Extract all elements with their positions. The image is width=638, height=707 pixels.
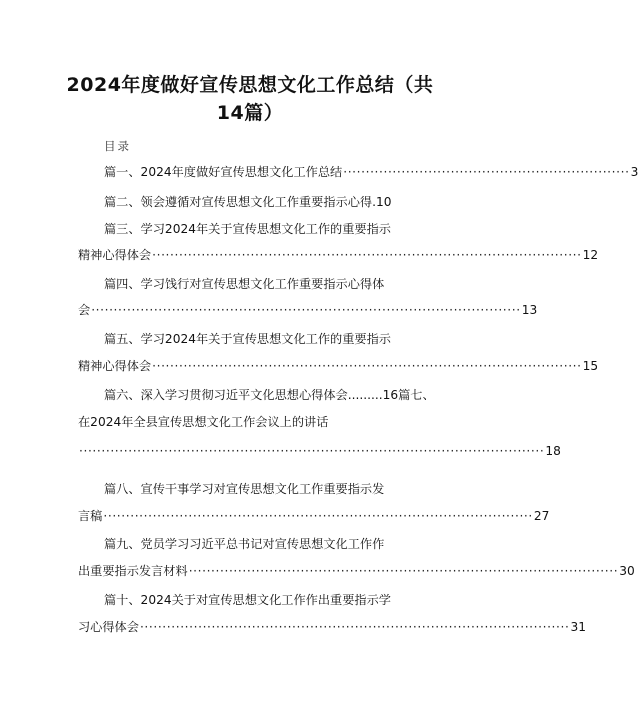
- dot-leader: ································································································: [152, 248, 582, 262]
- toc-page-number: 3: [630, 165, 638, 179]
- title-line-1: 2024年度做好宣传思想文化工作总结（共: [66, 74, 434, 96]
- toc-entry-8-line-2[interactable]: [78, 507, 550, 525]
- toc-entry-8-line-1[interactable]: 篇八、宣传干事学习对宣传思想文化工作重要指示发: [104, 482, 385, 496]
- dot-leader: ································································································: [91, 303, 521, 317]
- title-line-2: 14篇）: [216, 102, 284, 124]
- dot-leader: ································································: [343, 165, 630, 179]
- dot-leader: ································································································: [188, 564, 619, 578]
- toc-entry-10-line-2[interactable]: [78, 618, 586, 636]
- toc-entry-3-line-1[interactable]: 篇三、学习2024年关于宣传思想文化工作的重要指示: [104, 222, 391, 236]
- dot-leader: ································································································: [103, 509, 533, 523]
- toc-entry-label: 精神心得体会: [78, 359, 152, 373]
- toc-entry-label: 精神心得体会: [78, 248, 152, 262]
- toc-page-number: 27: [533, 509, 550, 523]
- toc-page-number: 18: [545, 444, 561, 458]
- toc-page-number: 31: [570, 620, 586, 634]
- toc-entry-5-line-2[interactable]: [78, 357, 599, 375]
- toc-entry-2[interactable]: 篇二、领会遵循对宣传思想文化工作重要指示心得.10: [104, 195, 392, 209]
- toc-entry-1[interactable]: [104, 163, 638, 181]
- toc-entry-3-line-2[interactable]: [78, 246, 599, 264]
- toc-entry-label: 习心得体会: [78, 620, 139, 634]
- toc-entry-label: 出重要指示发言材料: [78, 564, 188, 578]
- toc-entry-9-line-1[interactable]: 篇九、党员学习习近平总书记对宣传思想文化工作作: [104, 537, 385, 551]
- toc-page-number: 15: [582, 359, 599, 373]
- toc-page-number: 30: [619, 564, 635, 578]
- toc-entry-10-line-1[interactable]: 篇十、2024关于对宣传思想文化工作作出重要指示学: [104, 593, 391, 607]
- toc-entry-5-line-1[interactable]: 篇五、学习2024年关于宣传思想文化工作的重要指示: [104, 332, 391, 346]
- toc-entry-label: 会: [78, 303, 91, 317]
- toc-heading: 目录: [104, 139, 131, 153]
- toc-entry-4-line-1[interactable]: 篇四、学习饯行对宣传思想文化工作重要指示心得体: [104, 277, 385, 291]
- dot-leader: ································································································: [139, 620, 570, 634]
- toc-page-number: 12: [582, 248, 599, 262]
- toc-page-number: 13: [521, 303, 538, 317]
- dot-leader: ········································································································: [79, 444, 545, 458]
- toc-entry-7-line-3[interactable]: [78, 442, 561, 460]
- dot-leader: ································································································: [152, 359, 582, 373]
- toc-entry-6-7-line-1[interactable]: 篇六、深入学习贯彻习近平文化思想心得体会.........16篇七、: [104, 388, 435, 402]
- toc-entry-label: 篇一、2024年度做好宣传思想文化工作总结: [104, 165, 343, 179]
- toc-entry-7-line-2[interactable]: 在2024年全县宣传思想文化工作会议上的讲话: [78, 415, 329, 429]
- toc-entry-label: 言稿: [78, 509, 103, 523]
- toc-entry-4-line-2[interactable]: [78, 301, 538, 319]
- toc-entry-9-line-2[interactable]: [78, 562, 635, 580]
